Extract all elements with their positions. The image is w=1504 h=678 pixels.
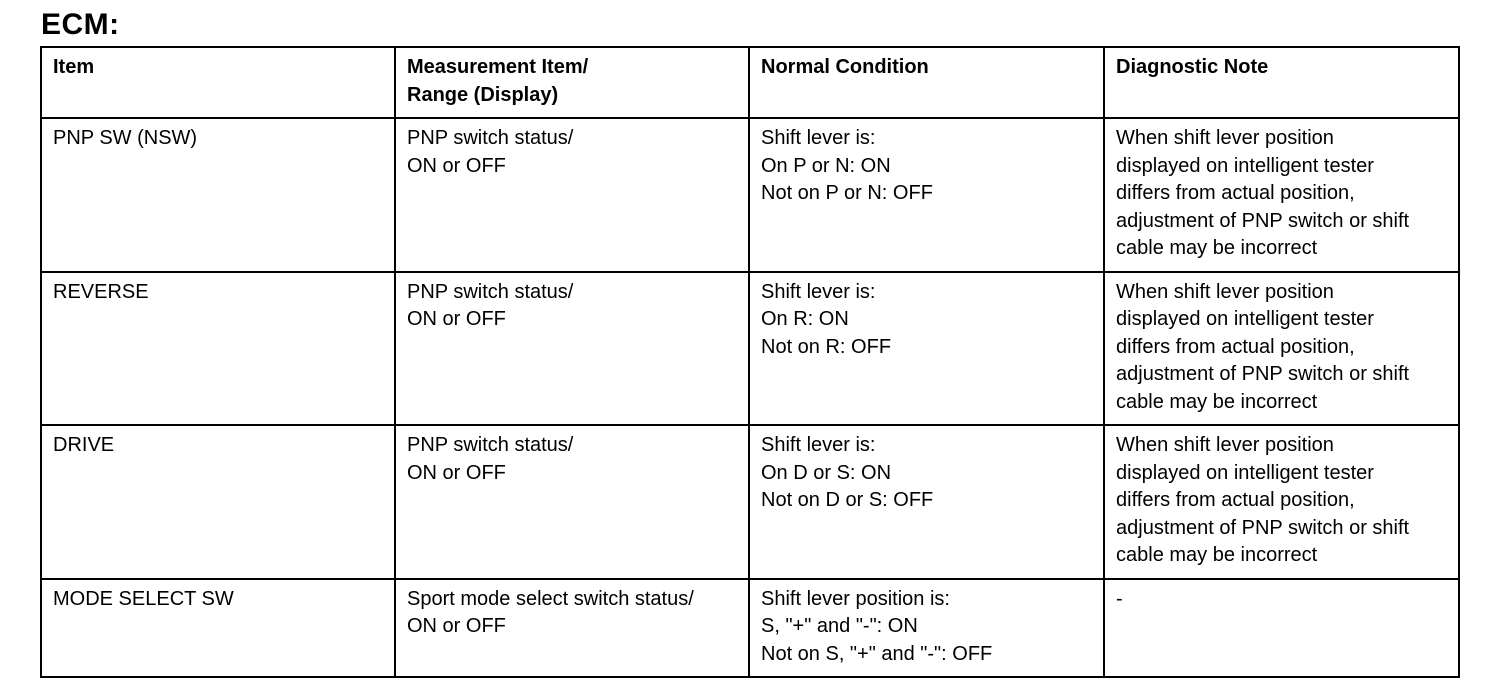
cell-measurement	[395, 579, 749, 678]
cell-text: DRIVE	[53, 434, 115, 456]
cell-text: ON or OFF	[407, 154, 506, 177]
ecm-data-table	[40, 46, 1460, 678]
header-text: Range (Display)	[407, 83, 559, 106]
cell-text: differs from actual position,	[1116, 182, 1355, 204]
cell-measurement	[395, 272, 749, 426]
cell-condition	[749, 272, 1104, 426]
cell-note	[1104, 118, 1459, 272]
header-text: Measurement Item/	[407, 56, 589, 78]
header-diagnostic-note	[1104, 47, 1459, 118]
cell-text: Not on R: OFF	[761, 335, 892, 358]
cell-text: When shift lever position	[1116, 434, 1334, 456]
cell-measurement	[395, 118, 749, 272]
cell-text: ON or OFF	[407, 461, 506, 484]
cell-text: adjustment of PNP switch or shift	[1116, 363, 1410, 385]
cell-item	[41, 579, 395, 678]
cell-text: MODE SELECT SW	[53, 587, 234, 610]
page-title: ECM:	[41, 8, 120, 41]
cell-condition	[749, 579, 1104, 678]
cell-note	[1104, 272, 1459, 426]
table-row	[41, 118, 1459, 272]
header-normal-condition	[749, 47, 1104, 118]
table-row	[41, 579, 1459, 678]
cell-text: differs from actual position,	[1116, 335, 1355, 358]
cell-text: On P or N: ON	[761, 154, 891, 177]
table-row	[41, 272, 1459, 426]
cell-text: Shift lever is:	[761, 127, 876, 149]
cell-text: On R: ON	[761, 308, 849, 330]
cell-text: PNP SW (NSW)	[53, 127, 198, 149]
cell-note	[1104, 579, 1459, 678]
table-row	[41, 425, 1459, 579]
header-text: Item	[53, 56, 95, 78]
cell-text: Sport mode select switch status/	[407, 587, 694, 610]
cell-text: PNP switch status/	[407, 434, 574, 456]
cell-item	[41, 118, 395, 272]
cell-text: Not on S, "+" and "-": OFF	[761, 642, 993, 665]
cell-condition	[749, 425, 1104, 579]
cell-text: S, "+" and "-": ON	[761, 615, 918, 637]
cell-text: displayed on intelligent tester	[1116, 308, 1374, 330]
cell-text: PNP switch status/	[407, 280, 574, 303]
cell-text: Shift lever position is:	[761, 587, 950, 610]
cell-item	[41, 272, 395, 426]
cell-text: adjustment of PNP switch or shift	[1116, 209, 1410, 232]
cell-text: Shift lever is:	[761, 280, 876, 303]
cell-text: displayed on intelligent tester	[1116, 154, 1374, 177]
cell-text: differs from actual position,	[1116, 489, 1355, 511]
cell-text: Not on P or N: OFF	[761, 182, 933, 204]
header-text: Diagnostic Note	[1116, 56, 1269, 78]
cell-text: cable may be incorrect	[1116, 237, 1318, 259]
header-measurement-item	[395, 47, 749, 118]
cell-text: cable may be incorrect	[1116, 390, 1318, 413]
cell-text: ON or OFF	[407, 615, 506, 637]
cell-text: cable may be incorrect	[1116, 544, 1318, 566]
cell-text: REVERSE	[53, 280, 149, 303]
table-header-row	[41, 47, 1459, 118]
cell-condition	[749, 118, 1104, 272]
cell-text: adjustment of PNP switch or shift	[1116, 516, 1410, 539]
cell-item	[41, 425, 395, 579]
cell-text: Shift lever is:	[761, 434, 876, 456]
cell-note	[1104, 425, 1459, 579]
header-item	[41, 47, 395, 118]
cell-text: When shift lever position	[1116, 280, 1334, 303]
cell-text: -	[1116, 587, 1123, 610]
cell-text: ON or OFF	[407, 308, 506, 330]
cell-text: displayed on intelligent tester	[1116, 461, 1374, 484]
cell-text: Not on D or S: OFF	[761, 489, 934, 511]
cell-text: When shift lever position	[1116, 127, 1334, 149]
cell-text: PNP switch status/	[407, 127, 574, 149]
cell-measurement	[395, 425, 749, 579]
cell-text: On D or S: ON	[761, 461, 892, 484]
header-text: Normal Condition	[761, 56, 929, 78]
